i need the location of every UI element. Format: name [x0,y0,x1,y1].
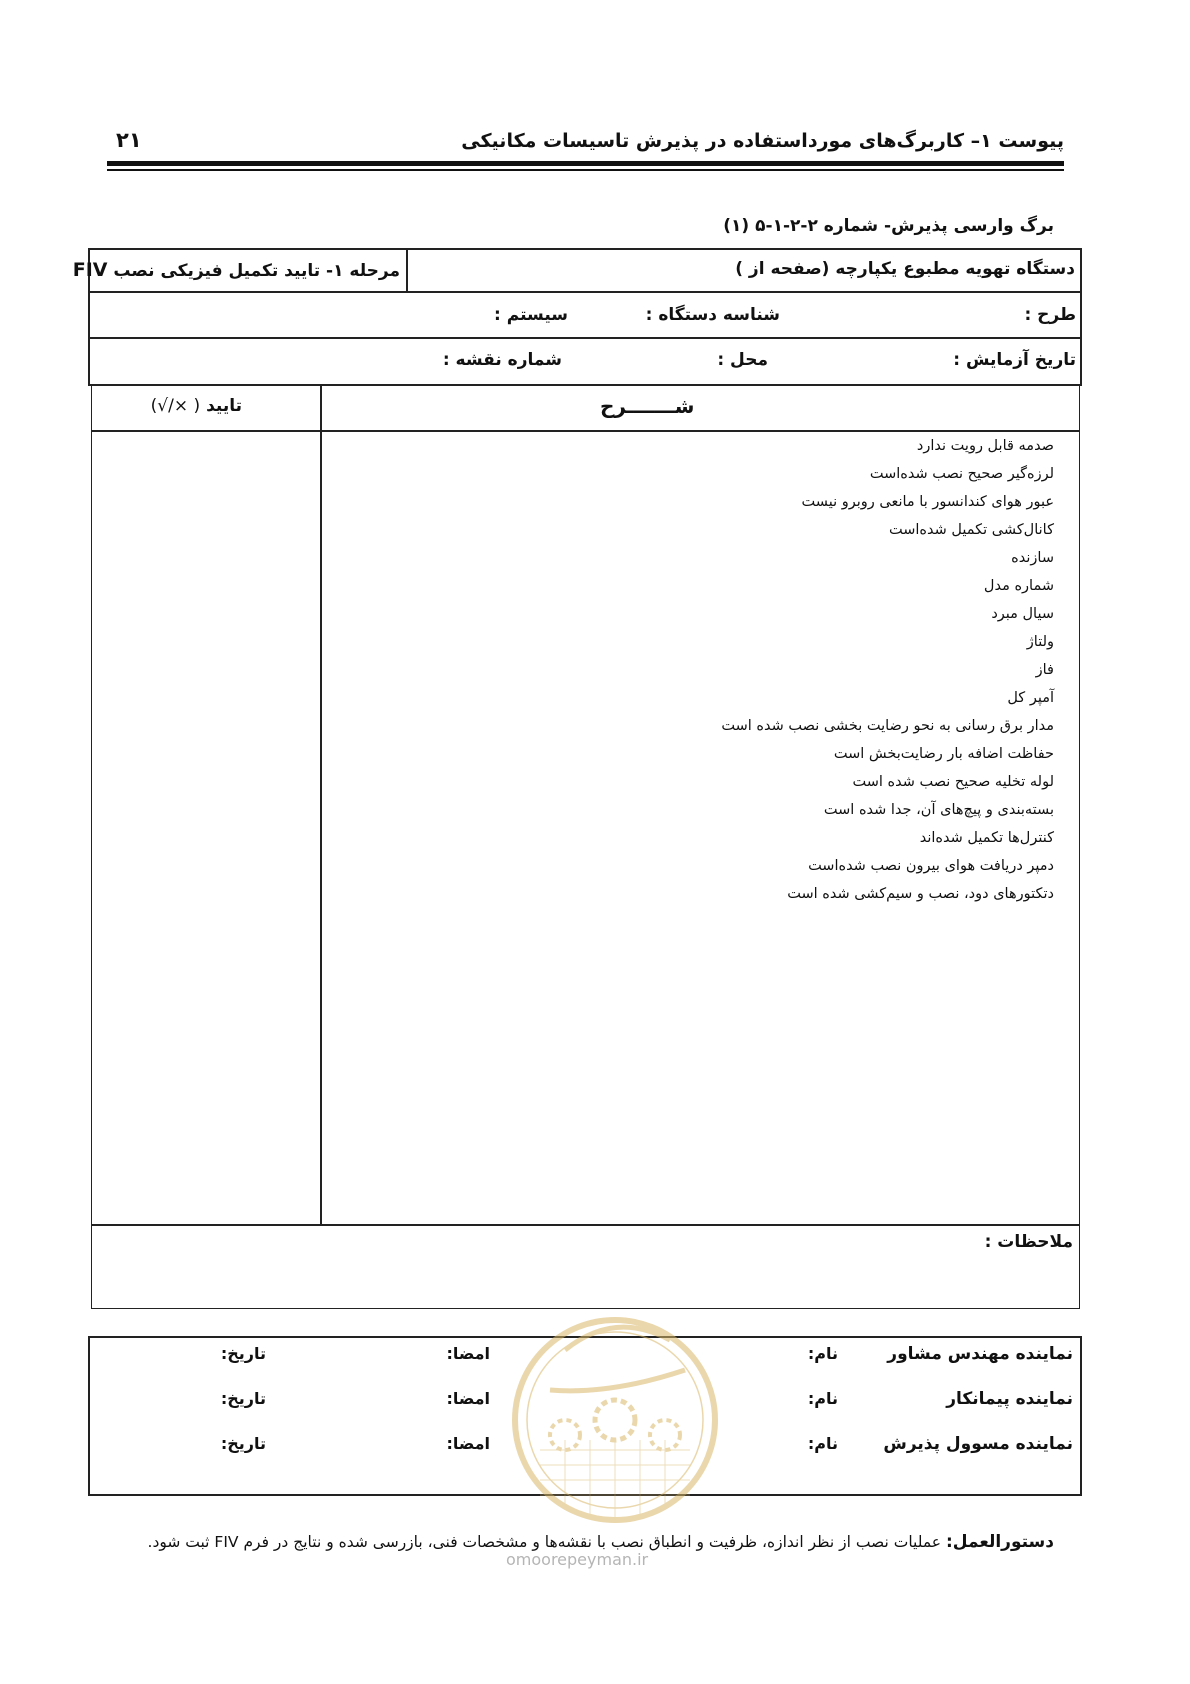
signer-role: نماینده پیمانکار [946,1389,1073,1409]
description-column-header: شـــــــرح [600,394,695,418]
stage-title [73,259,400,281]
checklist-item: ولتاژ [1026,634,1054,650]
checklist-item: کانال‌کشی تکمیل شده‌است [888,522,1054,538]
checklist-item: مدار برق رسانی به نحو رضایت بخشی نصب شده است [721,718,1054,734]
stage-cell-divider [406,248,408,291]
row-divider [88,291,1082,293]
table-col-divider [320,384,322,1224]
table-header-divider [91,430,1080,432]
device-name: دستگاه تهویه مطبوع یکپارچه (صفحه از ) [735,259,1075,279]
test-date-label: تاریخ آزمایش : [953,350,1076,370]
checklist-item: حفاظت اضافه بار رضایت‌بخش است [833,746,1054,762]
checklist-item: شماره مدل [983,578,1054,594]
approval-marks: ( ×/√) [150,396,201,416]
signer-name-label: نام: [807,1389,838,1408]
checklist-item: کنترل‌ها تکمیل شده‌اند [919,830,1054,846]
signer-sign-label: امضا: [446,1434,490,1453]
row-divider [88,337,1082,339]
watermark-url: omoorepeyman.ir [506,1550,649,1569]
drawing-no-label: شماره نقشه : [442,350,562,370]
system-label: سیستم : [494,305,568,325]
signer-role: نماینده مهندس مشاور [887,1344,1073,1364]
instruction-line [148,1532,1054,1552]
location-label: محل : [717,350,768,370]
page-number: ۲۱ [116,128,142,152]
checklist-item: صدمه قابل رویت ندارد [916,438,1054,454]
checklist-item: آمپر کل [1007,690,1054,706]
checklist-item: سازنده [1011,550,1054,566]
form-title: برگ وارسی پذیرش- شماره ۲-۲-۱-۵ (۱) [723,216,1054,236]
instruction-label: دستورالعمل: [945,1532,1054,1552]
device-id-label: شناسه دستگاه : [645,305,780,325]
checklist-item: سیال مبرد [991,606,1054,622]
signer-name-label: نام: [807,1344,838,1363]
signer-name-label: نام: [807,1434,838,1453]
signer-date-label: تاریخ: [220,1434,266,1453]
checklist-item: عبور هوای کندانسور با مانعی روبرو نیست [801,494,1054,510]
approval-column-header [151,396,242,416]
header-rule-thin [107,169,1064,171]
remarks-label: ملاحظات : [984,1232,1073,1252]
signer-date-label: تاریخ: [220,1389,266,1408]
header-rule-thick [107,161,1064,166]
checklist-item: دتکتورهای دود، نصب و سیم‌کشی شده است [787,886,1054,902]
checklist-item: فاز [1035,662,1054,678]
signer-sign-label: امضا: [446,1344,490,1363]
checklist-item: لوله تخلیه صحیح نصب شده است [852,774,1054,790]
stage-label: مرحله ۱- تایید تکمیل فیزیکی نصب [113,261,400,281]
checklist-item: بسته‌بندی و پیچ‌های آن، جدا شده است [823,802,1054,818]
signer-sign-label: امضا: [446,1389,490,1408]
plan-label: طرح : [1024,305,1076,325]
instruction-text: عملیات نصب از نظر اندازه، ظرفیت و انطباق نصب با نقشه‌ها و مشخصات فنی، بازرسی شده و نتایج در فرم FIV ثبت شود. [147,1533,946,1551]
signer-role: نماینده مسوول پذیرش [883,1434,1073,1454]
page-header-title: پیوست ۱– کاربرگ‌های مورداستفاده در پذیرش تاسیسات مکانیکی [461,130,1064,152]
stage-code: FIV [72,259,108,281]
checklist-item: دمپر دریافت هوای بیرون نصب شده‌است [808,858,1054,874]
checklist-item: لرزه‌گیر صحیح نصب شده‌است [869,466,1054,482]
approval-label: تایید [206,396,242,416]
signer-date-label: تاریخ: [220,1344,266,1363]
remarks-divider [91,1224,1080,1226]
